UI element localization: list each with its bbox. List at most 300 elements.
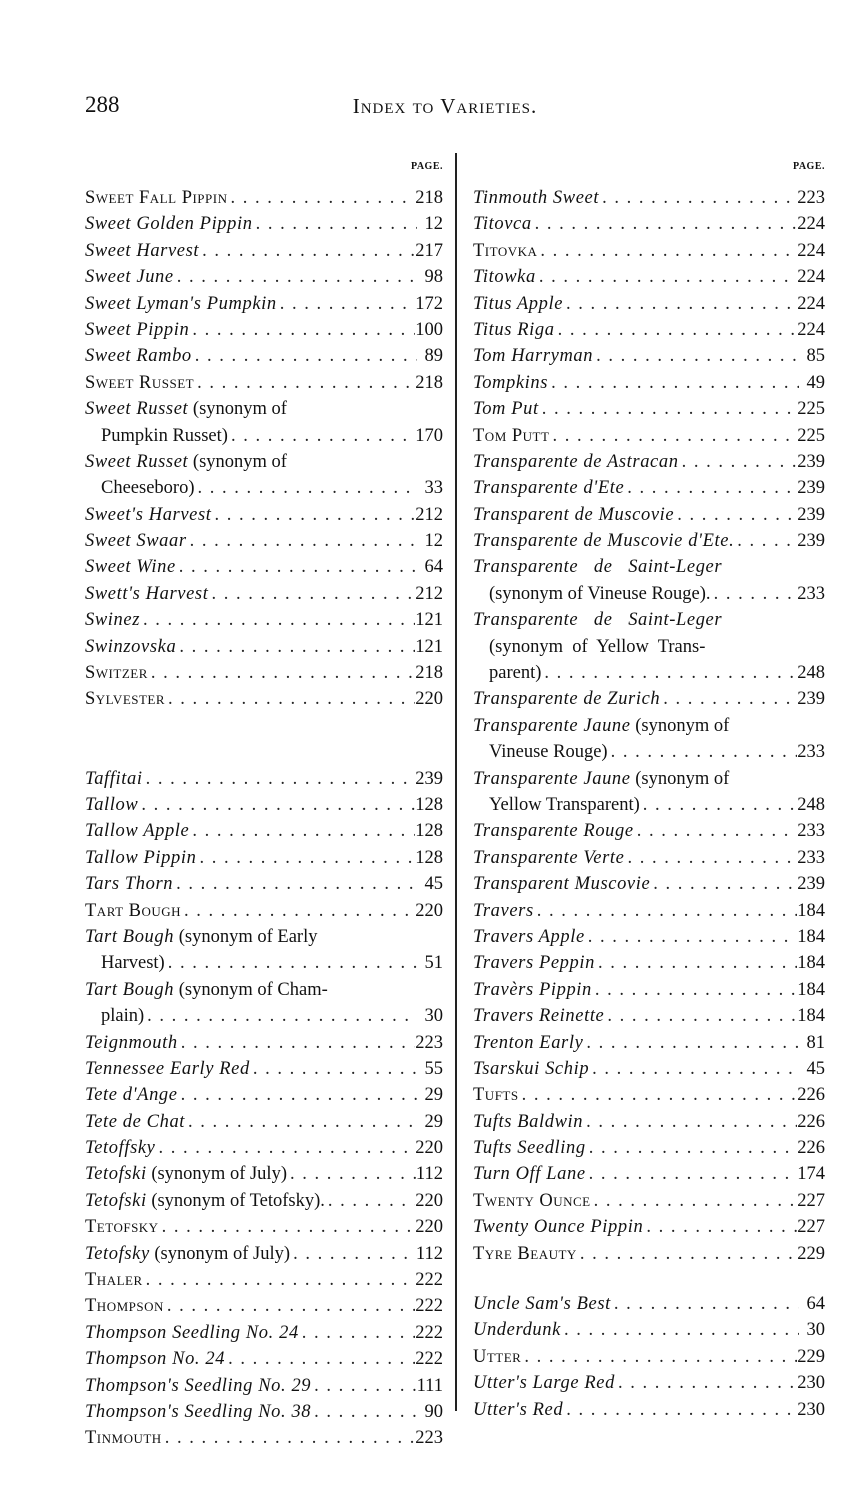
entry-text [473, 1397, 563, 1423]
entry-text [473, 766, 729, 792]
entry-text [489, 581, 711, 607]
entry-line [473, 502, 825, 528]
variety-name: Transparente de Astracan [473, 451, 679, 472]
entry-text [489, 792, 640, 818]
index-entry [473, 1161, 825, 1187]
index-entry [473, 1030, 825, 1056]
page-reference: 128 [415, 821, 443, 842]
dot-leader [176, 634, 415, 660]
dot-leader [159, 1214, 416, 1240]
entry-line [473, 211, 825, 237]
page-reference: 85 [806, 346, 825, 367]
dot-leader [563, 1397, 797, 1423]
page-reference: 220 [415, 1217, 443, 1238]
entry-line [473, 1003, 825, 1029]
entry-line [473, 792, 825, 818]
entry-text [473, 1241, 577, 1267]
variety-name: Tete de Chat [85, 1111, 186, 1132]
variety-name: Sweet Golden Pippin [85, 214, 253, 235]
index-entry [85, 924, 443, 977]
index-entry [85, 977, 443, 1030]
variety-name: Tompkins [473, 372, 549, 393]
dot-leader [299, 1320, 415, 1346]
page-reference: 112 [415, 1243, 443, 1264]
entry-line [85, 449, 443, 475]
entry-line [85, 766, 443, 792]
index-entry [85, 1293, 443, 1319]
entry-text [473, 475, 624, 501]
entry-line [85, 1030, 443, 1056]
entry-line [85, 686, 443, 712]
index-entry [473, 713, 825, 766]
variety-name: Tallow [85, 795, 139, 815]
page-reference: 184 [797, 953, 825, 974]
index-group [473, 1291, 825, 1423]
entry-text [85, 634, 176, 660]
variety-name: Tyre Beauty [473, 1243, 577, 1264]
entry-line [85, 924, 443, 950]
dot-leader [196, 845, 415, 871]
entry-line [85, 1161, 443, 1187]
index-entry [85, 502, 443, 528]
variety-name: Titus Apple [473, 293, 564, 314]
variety-name: Tart Bough [85, 926, 175, 947]
page-reference: 184 [797, 979, 825, 1000]
entry-text [85, 211, 253, 237]
entry-text [473, 898, 534, 924]
dot-leader [591, 1188, 798, 1214]
variety-name: Transparent Muscovie [473, 874, 651, 895]
index-entry [473, 686, 825, 712]
variety-name: Sweet Wine [85, 557, 176, 578]
page-reference: 55 [424, 1058, 443, 1079]
entry-text [473, 1344, 521, 1370]
variety-name: Transparente de Zurich [473, 689, 661, 710]
entry-text [473, 317, 555, 343]
entry-line [85, 291, 443, 317]
variety-name: Turn Off Lane [473, 1164, 586, 1185]
dot-leader [277, 291, 416, 317]
entry-line [473, 1317, 825, 1343]
page-reference: 33 [424, 478, 443, 499]
entry-line [473, 924, 825, 950]
entry-line [85, 1373, 443, 1399]
dot-leader [178, 1082, 417, 1108]
dot-leader [290, 1241, 416, 1267]
index-entry [85, 528, 443, 554]
variety-name: Travers Apple [473, 926, 585, 947]
entry-text [85, 449, 287, 475]
entry-line [473, 423, 825, 449]
variety-name: Travers Peppin [473, 953, 595, 974]
page-reference: 45 [806, 1058, 825, 1079]
entry-text [473, 291, 563, 317]
entry-text [473, 1109, 583, 1135]
index-entry [85, 660, 443, 686]
index-entry [473, 1241, 825, 1267]
page-reference: 222 [415, 1270, 443, 1291]
index-entry [85, 1188, 443, 1214]
index-entry [473, 449, 825, 475]
dot-leader [212, 502, 416, 528]
entry-text [473, 370, 548, 396]
entry-line [85, 211, 443, 237]
entry-text [473, 1056, 589, 1082]
page-reference: 128 [415, 795, 443, 815]
dot-leader [176, 554, 417, 580]
entry-text [85, 554, 176, 580]
variety-name: Travers Reinette [473, 1006, 605, 1027]
entry-text [473, 238, 537, 264]
synonym-note: (synonym of Tetofsky). [146, 1190, 325, 1211]
index-entry [85, 370, 443, 396]
entry-line [85, 528, 443, 554]
index-entry [473, 343, 825, 369]
entry-text [473, 264, 536, 290]
dot-leader [138, 792, 415, 818]
page-reference: 233 [797, 847, 825, 868]
index-entry [85, 766, 443, 792]
index-entry [473, 291, 825, 317]
entry-line [85, 1267, 443, 1293]
variety-name: Titowka [473, 267, 536, 288]
page-reference: 212 [415, 583, 443, 604]
entry-line [85, 238, 443, 264]
variety-name: Sweet Rambo [85, 346, 192, 367]
index-entry [473, 871, 825, 897]
index-entry [473, 818, 825, 844]
index-entry [473, 1056, 825, 1082]
dot-leader [537, 238, 797, 264]
index-entry [85, 1320, 443, 1346]
dot-leader [583, 1109, 797, 1135]
page-reference: 220 [415, 689, 443, 710]
index-entry [473, 1370, 825, 1396]
variety-name: Thompson's Seedling No. 29 [85, 1375, 312, 1396]
entry-text [85, 924, 317, 950]
dot-leader [592, 977, 797, 1003]
page-reference: 49 [806, 372, 825, 393]
entry-line [473, 1056, 825, 1082]
variety-name: Thaler [85, 1270, 143, 1291]
index-entry [85, 343, 443, 369]
dot-leader [589, 1056, 799, 1082]
variety-name: Titovca [473, 214, 532, 235]
dot-leader [674, 502, 797, 528]
index-entry [85, 1425, 443, 1451]
page-reference: 111 [416, 1375, 443, 1396]
entry-text [85, 1241, 290, 1267]
index-entry [473, 475, 825, 501]
synonym-note: (synonym of Early [174, 926, 318, 947]
entry-line [473, 871, 825, 897]
page-reference: 184 [797, 926, 825, 947]
entry-text [85, 238, 199, 264]
entry-text [473, 1003, 604, 1029]
dot-leader [228, 185, 416, 211]
variety-name: Sweet Harvest [85, 240, 200, 261]
entry-text [473, 1214, 643, 1240]
variety-name: Utter's Red [473, 1399, 564, 1420]
dot-leader [532, 211, 798, 237]
variety-name: Transparente Verte [473, 847, 625, 868]
page-reference: 223 [415, 1032, 443, 1053]
variety-name: Travers [473, 900, 534, 921]
page-reference: 230 [797, 1399, 825, 1420]
dot-leader [536, 264, 797, 290]
entry-line [473, 291, 825, 317]
entry-line [85, 1214, 443, 1240]
variety-name: Sweet Russet [85, 399, 189, 420]
entry-text [473, 449, 679, 475]
entry-line [85, 1320, 443, 1346]
index-entry [85, 1399, 443, 1425]
index-group [85, 766, 443, 1452]
variety-name: Tars Thorn [85, 874, 174, 895]
entry-text [473, 343, 593, 369]
page-reference: 239 [797, 478, 825, 499]
index-entry [473, 528, 825, 554]
entry-line [85, 634, 443, 660]
variety-name: Sweet Swaar [85, 531, 187, 552]
page-reference: 239 [415, 768, 443, 789]
entry-text [85, 185, 228, 211]
index-entry [85, 238, 443, 264]
page-reference: 217 [415, 240, 443, 261]
dot-leader [624, 845, 797, 871]
dot-leader [140, 607, 415, 633]
page-column-label: PAGE. [410, 161, 443, 172]
variety-name: Sweet Pippin [85, 319, 190, 340]
index-entry [85, 792, 443, 818]
entry-text [85, 370, 194, 396]
variety-name: Transparente Rouge [473, 821, 634, 842]
entry-text [473, 1317, 561, 1343]
page-reference: 227 [797, 1190, 825, 1211]
synonym-note: (synonym of [188, 399, 287, 420]
variety-name: Tinmouth Sweet [473, 188, 600, 208]
entry-line [473, 185, 825, 211]
dot-leader [615, 1370, 797, 1396]
dot-leader [250, 1056, 417, 1082]
entry-line [85, 792, 443, 818]
entry-line [85, 950, 443, 976]
dot-leader [228, 423, 415, 449]
entry-line [85, 581, 443, 607]
entry-text [473, 818, 634, 844]
entry-text [85, 1373, 311, 1399]
page-reference: 218 [415, 188, 443, 208]
index-entry [473, 502, 825, 528]
page-reference: 248 [797, 663, 825, 684]
entry-line [85, 818, 443, 844]
page-reference: 121 [415, 610, 443, 631]
index-column-right [473, 155, 825, 1423]
variety-name: Tsarskui Schip [473, 1058, 590, 1079]
page-reference: 223 [415, 1428, 443, 1449]
variety-name: Swinzovska [85, 636, 177, 657]
dot-leader [162, 1425, 416, 1451]
entry-text [489, 660, 541, 686]
page-reference: 223 [797, 188, 825, 208]
page-reference: 30 [806, 1320, 825, 1341]
page-reference: 170 [415, 425, 443, 446]
variety-name: Swinez [85, 610, 140, 631]
entry-line [85, 343, 443, 369]
index-entry [85, 1030, 443, 1056]
entry-line [85, 1082, 443, 1108]
variety-name: Transparent de Muscovie [473, 504, 675, 525]
index-entry [473, 1344, 825, 1370]
entry-text [85, 977, 328, 1003]
entry-text [85, 1320, 299, 1346]
dot-leader [660, 686, 797, 712]
page-reference: 121 [415, 636, 443, 657]
dot-leader [608, 739, 798, 765]
index-entry [85, 264, 443, 290]
entry-text [85, 1399, 311, 1425]
variety-name: Transparente de Muscovie d'Ete. [473, 531, 735, 552]
entry-text [473, 845, 624, 871]
dot-leader [181, 898, 415, 924]
entry-text [85, 792, 138, 818]
index-entry [85, 1109, 443, 1135]
entry-text [85, 291, 277, 317]
dot-leader [586, 1161, 798, 1187]
page-reference: 224 [797, 267, 825, 288]
entry-line [85, 423, 443, 449]
entry-line [473, 1188, 825, 1214]
entry-text [473, 554, 722, 580]
index-entry [473, 1291, 825, 1317]
index-entry [85, 871, 443, 897]
dot-leader [643, 1214, 797, 1240]
entry-line [473, 528, 825, 554]
page-reference: 29 [424, 1111, 443, 1132]
entry-line [85, 264, 443, 290]
index-entry [85, 1241, 443, 1267]
index-entry [473, 554, 825, 607]
index-entry [85, 686, 443, 712]
entry-text [85, 1214, 159, 1240]
page-reference: 98 [424, 267, 443, 288]
page-reference: 239 [797, 874, 825, 895]
variety-name: Swett's Harvest [85, 583, 209, 604]
entry-text [85, 264, 174, 290]
entry-text [473, 528, 734, 554]
synonym-note: (synonym of [630, 768, 730, 789]
dot-leader [650, 871, 797, 897]
index-entry [85, 898, 443, 924]
index-entry [473, 1397, 825, 1423]
index-entry [473, 264, 825, 290]
entry-line [85, 185, 443, 211]
entry-text [85, 1161, 287, 1187]
variety-name: Thompson [85, 1296, 164, 1317]
dot-leader [185, 1109, 417, 1135]
index-entry [473, 1109, 825, 1135]
entry-line [473, 1082, 825, 1108]
entry-line [85, 1293, 443, 1319]
dot-leader [604, 1003, 797, 1029]
dot-leader [189, 818, 415, 844]
entry-text [85, 528, 187, 554]
entry-text [473, 1082, 519, 1108]
entry-line [85, 607, 443, 633]
variety-name: Sweet June [85, 267, 174, 288]
dot-leader [679, 449, 798, 475]
entry-text [85, 581, 208, 607]
entry-text [473, 871, 650, 897]
entry-text [473, 423, 549, 449]
entry-text [85, 898, 181, 924]
entry-text [85, 1056, 250, 1082]
index-entry [473, 766, 825, 819]
variety-name: Tete d'Ange [85, 1085, 178, 1106]
entry-line [473, 634, 825, 660]
entry-line [473, 264, 825, 290]
page-reference: 233 [797, 821, 825, 842]
index-group [85, 185, 443, 713]
index-entry [473, 238, 825, 264]
index-entry [473, 845, 825, 871]
entry-line [473, 686, 825, 712]
synonym-note-continued: plain) [101, 1006, 145, 1027]
entry-line [85, 1425, 443, 1451]
entry-line [473, 660, 825, 686]
entry-line [473, 1161, 825, 1187]
dot-leader [541, 660, 797, 686]
variety-name: Tallow Apple [85, 821, 190, 842]
index-entry [85, 1346, 443, 1372]
dot-leader [519, 1082, 798, 1108]
entry-line [473, 343, 825, 369]
entry-line [473, 1241, 825, 1267]
entry-line [473, 317, 825, 343]
variety-name: Sweet's Harvest [85, 504, 212, 525]
entry-text [473, 1188, 591, 1214]
dot-leader [192, 343, 417, 369]
entry-text [473, 502, 674, 528]
entry-line [473, 818, 825, 844]
page-reference: 233 [797, 742, 825, 763]
index-entry [473, 317, 825, 343]
entry-line [473, 370, 825, 396]
entry-text [473, 607, 722, 633]
dot-leader [165, 950, 417, 976]
entry-line [85, 1003, 443, 1029]
entry-text [85, 686, 165, 712]
index-entry [473, 370, 825, 396]
index-entry [473, 924, 825, 950]
index-entry [85, 211, 443, 237]
dot-leader [194, 370, 415, 396]
page-reference: 64 [424, 557, 443, 578]
variety-name: Tallow Pippin [85, 847, 197, 868]
variety-name: Thompson No. 24 [85, 1349, 226, 1370]
synonym-note-continued: Yellow Transparent) [489, 794, 640, 815]
entry-line [85, 1135, 443, 1161]
page-reference: 248 [797, 794, 825, 815]
dot-leader [548, 370, 799, 396]
index-entry [85, 845, 443, 871]
index-entry [85, 634, 443, 660]
dot-leader [173, 871, 417, 897]
entry-text [101, 1003, 144, 1029]
page-reference: 45 [424, 874, 443, 895]
entry-text [473, 713, 729, 739]
dot-leader [711, 581, 798, 607]
